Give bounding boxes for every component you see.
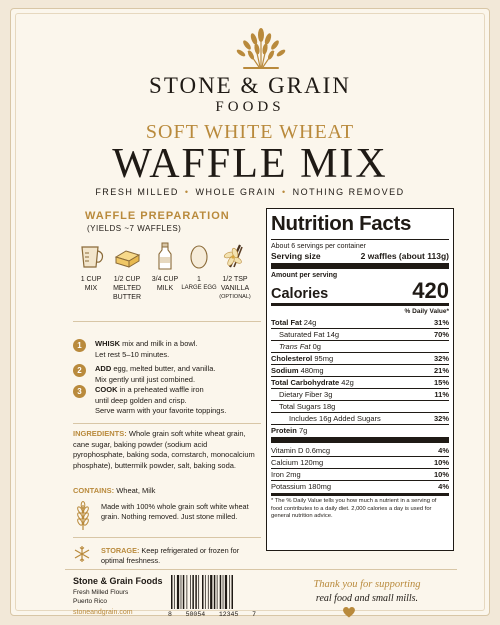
company-location: Puerto Rico	[73, 598, 107, 605]
storage-label: STORAGE:	[101, 546, 140, 555]
daily-value-footnote: * The % Daily Value tells you how much a nutrient in a serving of food contributes to a daily diet. 2,000 calories a day is used for general nutrition advice.	[271, 498, 437, 519]
nutrient-row: Sodium 480mg 21%	[271, 366, 449, 375]
dot-separator: •	[282, 187, 287, 197]
nutrient-row: Cholesterol 95mg 32%	[271, 354, 449, 363]
ingredient-icons-row	[69, 241, 255, 311]
ingredient-label: 3/4 CUP MILK	[151, 276, 179, 292]
medium-rule	[271, 303, 449, 306]
vanilla-icon	[220, 241, 250, 271]
medium-rule	[271, 493, 449, 496]
nutrition-title: Nutrition Facts	[271, 212, 412, 235]
servings-per-container: About 6 servings per container	[271, 243, 366, 250]
thick-rule	[271, 263, 449, 269]
micronutrient-row: Vitamin D 0.6mcg 4%	[271, 446, 449, 455]
storage-text: Keep refrigerated or frozen for optimal freshness.	[101, 546, 240, 565]
ingredient-label: 1/2 TSP VANILLA (OPTIONAL)	[219, 276, 251, 300]
preparation-yield: (YIELDS ~7 WAFFLES)	[87, 224, 182, 233]
brand-name: STONE & GRAIN	[149, 73, 351, 98]
contains-label: CONTAINS:	[73, 486, 115, 495]
wheat-stalk-icon	[73, 501, 93, 531]
ingredient-vanilla	[213, 241, 257, 302]
ingredients-text: Whole grain soft white wheat grain, cane sugar, baking powder (sodium acid pyrophosphate, baking soda, cornstarch, monocalcium phosphate), buttermilk powder, salt, baking soda.	[73, 429, 255, 470]
egg-icon	[184, 241, 214, 271]
micronutrient-rows	[271, 445, 449, 492]
step-text: COOK in a preheated waffle iron until deep golden and crisp. Serve warm with your favorite toppings.	[95, 385, 227, 415]
product-title: WAFFLE MIX	[112, 141, 388, 187]
nutrient-row: Saturated Fat 14g 70%	[271, 328, 449, 340]
ingredients-list	[73, 429, 257, 471]
dot-separator: •	[184, 187, 190, 197]
butter-icon	[112, 241, 142, 271]
step-number: 1	[73, 339, 86, 352]
daily-value-header: % Daily Value*	[404, 308, 449, 315]
nutrient-row: Total Carbohydrate 42g 15%	[271, 378, 449, 387]
amount-per-serving: Amount per serving	[271, 272, 338, 279]
micronutrient-row: Iron 2mg 10%	[271, 470, 449, 479]
ingredients-label: INGREDIENTS:	[73, 429, 127, 438]
step-text: ADD egg, melted butter, and vanilla. Mix gently until just combined.	[95, 364, 216, 384]
calories-value: 420	[412, 278, 449, 303]
tagline	[11, 187, 489, 197]
tagline-item: NOTHING REMOVED	[292, 187, 405, 197]
ingredient-label: 1/2 CUP MELTED BUTTER	[113, 276, 141, 301]
micronutrient-row: Calcium 120mg 10%	[271, 458, 449, 467]
serving-size: Serving size 2 waffles (about 113g)	[271, 251, 449, 261]
ingredient-label: 1 LARGE EGG	[181, 276, 217, 291]
heart-icon	[342, 605, 356, 619]
divider	[73, 537, 261, 538]
step-text: WHISK mix and milk in a bowl. Let rest 5–10 minutes.	[95, 339, 198, 359]
divider	[73, 423, 261, 424]
thick-rule	[271, 437, 449, 443]
tagline-item: WHOLE GRAIN	[195, 187, 276, 197]
company-name: Stone & Grain Foods	[73, 576, 163, 586]
ingredient-label: 1 CUP MIX	[80, 276, 102, 292]
brand-subtitle: FOODS	[215, 99, 285, 115]
snowflake-icon	[73, 545, 91, 563]
package-back-panel	[10, 8, 490, 616]
nutrient-row: Dietary Fiber 3g 11%	[271, 388, 449, 400]
step-number: 2	[73, 364, 86, 377]
nutrient-row: Trans Fat 0g	[271, 340, 449, 352]
footer-divider	[65, 569, 457, 570]
thank-you-line-2: real food and small mills.	[315, 593, 419, 604]
company-tagline: Fresh Milled Flours	[73, 589, 129, 596]
divider	[73, 321, 261, 322]
micronutrient-row: Potassium 180mg 4%	[271, 482, 449, 491]
preparation-title: WAFFLE PREPARATION	[85, 210, 230, 222]
wheat-sheaf-icon	[221, 25, 301, 73]
barcode	[169, 575, 253, 611]
contains-text: Wheat, Milk	[116, 486, 156, 495]
milling-statement: Made with 100% whole grain soft white wheat grain. Nothing removed. Just stone milled.	[101, 502, 249, 521]
nutrition-facts-panel	[266, 208, 454, 551]
product-variety: SOFT WHITE WHEAT	[145, 121, 355, 143]
step-number: 3	[73, 385, 86, 398]
storage-instructions	[101, 546, 251, 566]
barcode-number: 8 50054 12345 7	[168, 611, 256, 618]
nutrient-row: Protein 7g	[271, 424, 449, 436]
measuring-cup-icon	[76, 241, 106, 271]
calories-row: Calories 420	[271, 278, 449, 303]
nutrient-row: Total Sugars 18g	[271, 400, 449, 412]
milk-bottle-icon	[150, 241, 180, 271]
website-link[interactable]: stoneandgrain.com	[73, 609, 133, 616]
rule	[271, 239, 449, 240]
nutrient-row: Total Fat 24g 31%	[271, 318, 449, 327]
tagline-item: FRESH MILLED	[95, 187, 179, 197]
thank-you-line-1: Thank you for supporting	[313, 579, 421, 590]
allergen-statement	[73, 486, 155, 495]
nutrient-row: Includes 16g Added Sugars 32%	[271, 412, 449, 424]
nutrient-rows	[271, 317, 449, 436]
